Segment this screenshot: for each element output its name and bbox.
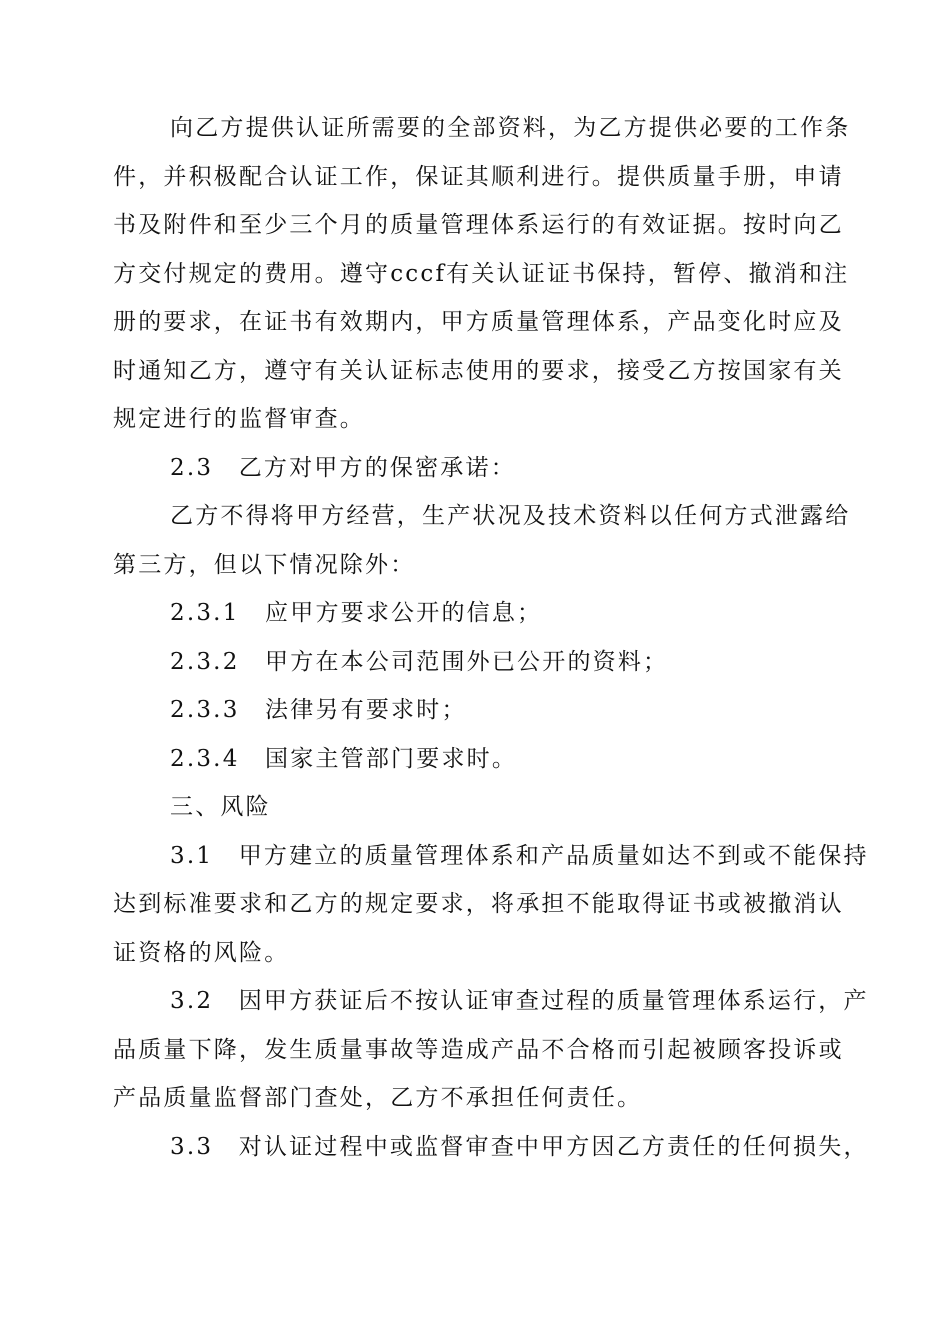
paragraph-line: 册的要求，在证书有效期内，甲方质量管理体系，产品变化时应及 (113, 309, 844, 335)
paragraph-line: 方交付规定的费用。遵守cccf有关认证证书保持，暂停、撤消和注 (113, 260, 850, 287)
item-number: 2.3.1 (170, 600, 240, 626)
paragraph-line: 向乙方提供认证所需要的全部资料，为乙方提供必要的工作条 (170, 115, 851, 141)
clause-number: 3.1 (170, 842, 214, 869)
paragraph-line: 第三方，但以下情况除外： (113, 551, 416, 578)
clause-number: 3.2 (170, 988, 214, 1014)
item-text: 国家主管部门要求时。 (265, 745, 518, 772)
paragraph-line: 达到标准要求和乙方的规定要求，将承担不能取得证书或被撤消认 (113, 891, 844, 917)
clause-text: 因甲方获证后不按认证审查过程的质量管理体系运行，产 (238, 988, 869, 1014)
chapter-heading: 三、风险 (170, 794, 271, 820)
paragraph-line: 规定进行的监督审查。 (113, 406, 365, 432)
item-text: 甲方在本公司范围外已公开的资料； (265, 648, 669, 675)
clause-3-2-first-line (113, 977, 869, 1026)
paragraph-line: 时通知乙方，遵守有关认证标志使用的要求，接受乙方按国家有关 (113, 357, 844, 384)
item-text: 应甲方要求公开的信息； (265, 600, 543, 626)
paragraph-line: 书及附件和至少三个月的质量管理体系运行的有效证据。按时向乙 (113, 212, 844, 238)
list-item (113, 589, 833, 638)
clause-3-3-first-line (113, 1123, 869, 1172)
paragraph-line: 产品质量监督部门查处，乙方不承担任何责任。 (113, 1085, 643, 1111)
section-number: 2.3 (170, 454, 214, 481)
paragraph-line: 乙方不得将甲方经营，生产状况及技术资料以任何方式泄露给 (170, 503, 851, 529)
list-item (113, 686, 833, 735)
item-number: 2.3.3 (170, 697, 240, 723)
item-text: 法律另有要求时； (265, 697, 467, 723)
item-number: 2.3.4 (170, 745, 240, 772)
section-title: 乙方对甲方的保密承诺： (238, 454, 516, 481)
paragraph-line: 证资格的风险。 (113, 939, 290, 966)
list-item (113, 735, 833, 784)
paragraph-line: 品质量下降，发生质量事故等造成产品不合格而引起被顾客投诉或 (113, 1036, 844, 1063)
section-heading-2-3 (113, 444, 833, 493)
list-item (113, 638, 833, 687)
clause-text: 甲方建立的质量管理体系和产品质量如达不到或不能保持 (238, 842, 869, 869)
document-body (113, 104, 869, 1171)
paragraph-line: 件，并积极配合认证工作，保证其顺利进行。提供质量手册，申请 (113, 163, 844, 190)
clause-3-1-first-line (113, 832, 869, 881)
item-number: 2.3.2 (170, 648, 240, 675)
clause-number: 3.3 (170, 1133, 214, 1160)
clause-text: 对认证过程中或监督审查中甲方因乙方责任的任何损失， (238, 1133, 869, 1160)
